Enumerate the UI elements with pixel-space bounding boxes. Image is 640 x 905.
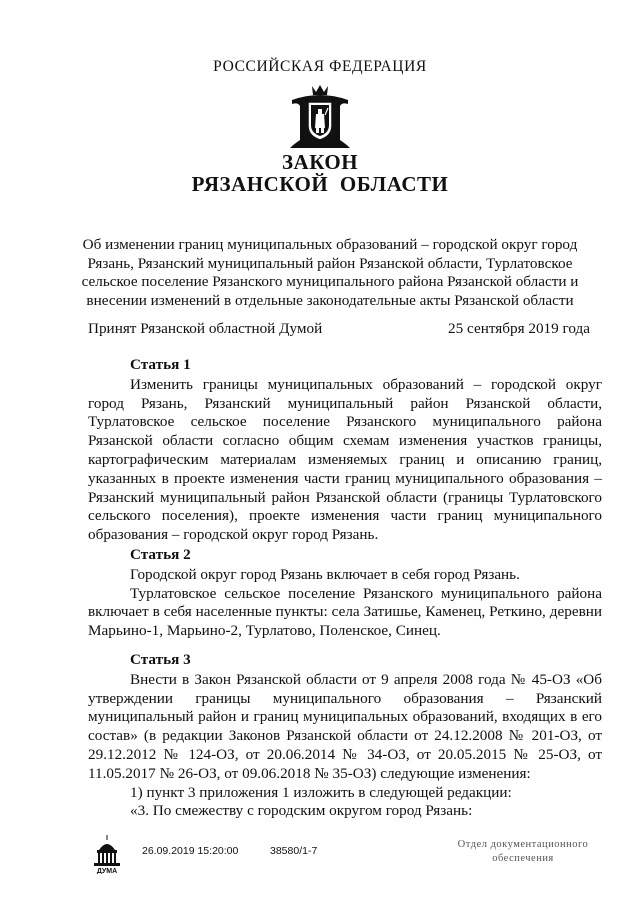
article-paragraph: Городской округ город Рязань включает в себя город Рязань. — [130, 565, 520, 583]
footer-doc-number: 38580/1-7 — [270, 845, 318, 857]
article-paragraph: Изменить границы муниципальных образований – городской округ город Рязань, Рязанский муниципальный район Рязанской области, Турлатовское сельское поселение Рязанского муниципального района Рязанской области согласно общим схемам изменения участков границы, картографическим материалам изменяемых границ и описанию границ, указанных в проекте изменения части границ муниципального образования – Рязанский муниципальный район Рязанской области (границы Турлатовского сельского поселения), проекте изменения части границ муниципального образования – городской округ город Рязань. — [88, 375, 602, 544]
article-2 — [88, 546, 602, 641]
adoption-date: 25 сентября 2019 года — [448, 320, 590, 337]
article-heading: Статья 2 — [130, 546, 191, 563]
adopted-by: Принят Рязанской областной Думой — [88, 320, 323, 337]
article-paragraph: «3. По смежеству с городским округом город Рязань: — [130, 802, 473, 820]
stamp-line: Отдел документационного — [457, 839, 589, 850]
article-paragraph: 1) пункт 3 приложения 1 изложить в следующей редакции: — [130, 783, 512, 801]
article-1 — [88, 356, 602, 545]
law-subject: Об изменении границ муниципальных образований – городской округ город Рязань, Рязанский муниципальный район Рязанской области, Турлатовское сельское поселение Рязанского муниципального района Рязанской области и внесении изменений в отдельные законодательные акты Рязанской области — [81, 236, 579, 309]
duma-logo-icon — [90, 834, 124, 874]
article-3 — [88, 651, 602, 821]
adoption-line — [88, 320, 590, 338]
registration-stamp — [448, 838, 598, 866]
article-heading: Статья 3 — [130, 651, 191, 668]
stamp-line: обеспечения — [492, 853, 554, 864]
law-title: ЗАКОН — [281, 150, 359, 174]
article-paragraph: Внести в Закон Рязанской области от 9 апреля 2008 года № 45-ОЗ «Об утверждении границы муниципального образования – Рязанский муниципальный район и границ муниципальных образований, входящих в его состав» (в редакции Законов Рязанской области от 24.12.2008 № 201-ОЗ, от 29.12.2012 № 124-ОЗ, от 20.06.2014 № 34-ОЗ, от 20.05.2015 № 25-ОЗ, от 11.05.2017 № 26-ОЗ, от 09.06.2018 № 35-ОЗ) следующие изменения: — [88, 670, 602, 782]
article-paragraph: Турлатовское сельское поселение Рязанского муниципального района включает в себя населенные пункты: села Затишье, Каменец, Реткино, деревни Марьино-1, Марьино-2, Турлатово, Поленское, Синец. — [88, 584, 602, 640]
article-heading: Статья 1 — [130, 356, 191, 373]
svg-text:ДУМА: ДУМА — [96, 868, 118, 874]
coat-of-arms-icon — [286, 82, 354, 150]
footer-timestamp: 26.09.2019 15:20:00 — [142, 845, 239, 857]
country-header: РОССИЙСКАЯ ФЕДЕРАЦИЯ — [213, 58, 427, 75]
law-region: РЯЗАНСКОЙ ОБЛАСТИ — [191, 172, 449, 196]
